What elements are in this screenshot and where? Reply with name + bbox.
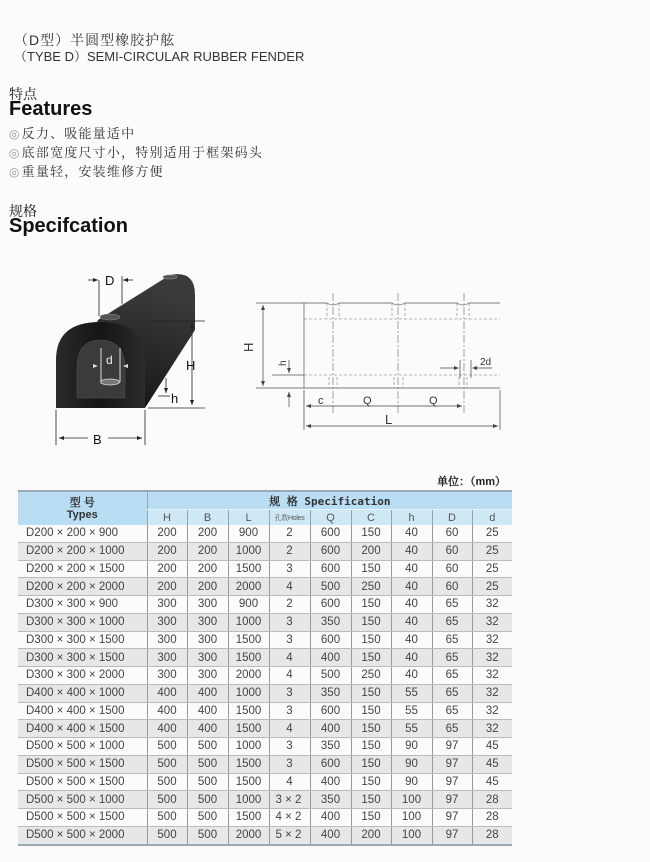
cell-d: 65: [432, 631, 472, 649]
cell-d: 60: [432, 578, 472, 596]
cell-holes: 4 × 2: [269, 809, 310, 827]
cell-type: D200 × 200 × 1000: [18, 542, 147, 560]
label-2d: 2d: [480, 357, 492, 368]
table-row: [18, 613, 512, 631]
cell-holes: 3: [269, 684, 310, 702]
cell-c: 200: [351, 542, 391, 560]
cell-type: D200 × 200 × 1500: [18, 560, 147, 578]
cell-b: 400: [187, 684, 228, 702]
fender-3d-diagram: [20, 260, 220, 460]
cell-b: 200: [187, 560, 228, 578]
cell-d: 45: [472, 755, 512, 773]
cell-q: 500: [310, 578, 351, 596]
cell-holes: 3: [269, 702, 310, 720]
cell-q: 400: [310, 826, 351, 844]
label-B: B: [93, 432, 102, 447]
label-H: H: [186, 358, 196, 373]
cell-d: 65: [432, 702, 472, 720]
cell-d: 65: [432, 667, 472, 685]
cell-b: 300: [187, 596, 228, 614]
cell-d: 32: [472, 720, 512, 738]
cell-d: 97: [432, 755, 472, 773]
cell-c: 150: [351, 631, 391, 649]
cell-b: 300: [187, 667, 228, 685]
feature-item: ◎重量轻，安装维修方便: [9, 164, 164, 179]
cell-d: 32: [472, 667, 512, 685]
cell-c: 150: [351, 791, 391, 809]
cell-c: 150: [351, 738, 391, 756]
col-header-C: C: [351, 510, 391, 526]
label-h-2d: h: [278, 360, 289, 366]
cell-d: 65: [432, 613, 472, 631]
cell-h: 300: [147, 613, 187, 631]
cell-holes: 4: [269, 578, 310, 596]
cell-h: 40: [391, 578, 432, 596]
cell-holes: 4: [269, 720, 310, 738]
features-heading-cn: 特点: [9, 86, 37, 102]
cell-b: 500: [187, 773, 228, 791]
table-row: [18, 525, 512, 542]
cell-h: 200: [147, 542, 187, 560]
table-row: [18, 826, 512, 844]
cell-d: 45: [472, 773, 512, 791]
cell-h: 400: [147, 684, 187, 702]
cell-type: D300 × 300 × 1500: [18, 631, 147, 649]
product-title-en: （TYBE D）SEMI-CIRCULAR RUBBER FENDER: [14, 49, 305, 64]
cell-d: 32: [472, 596, 512, 614]
cell-b: 500: [187, 826, 228, 844]
cell-h: 90: [391, 755, 432, 773]
cell-h: 300: [147, 649, 187, 667]
specification-header: 规 格 Specification: [147, 491, 512, 510]
cell-l: 2000: [228, 667, 269, 685]
types-header: 型 号 Types: [18, 491, 147, 525]
label-Q2: Q: [429, 395, 438, 407]
cell-holes: 4: [269, 667, 310, 685]
spec-table: [18, 490, 512, 846]
cell-h: 40: [391, 667, 432, 685]
cell-q: 350: [310, 684, 351, 702]
cell-q: 600: [310, 631, 351, 649]
label-h: h: [171, 391, 179, 406]
cell-type: D200 × 200 × 2000: [18, 578, 147, 596]
cell-d: 25: [472, 578, 512, 596]
spec-heading-en: Specifcation: [9, 215, 128, 237]
cell-d: 97: [432, 791, 472, 809]
feature-item: ◎反力、吸能量适中: [9, 126, 136, 141]
cell-d: 28: [472, 809, 512, 827]
cell-d: 97: [432, 773, 472, 791]
cell-h: 500: [147, 755, 187, 773]
cell-h: 40: [391, 542, 432, 560]
cell-d: 60: [432, 542, 472, 560]
cell-h: 200: [147, 560, 187, 578]
cell-b: 400: [187, 720, 228, 738]
cell-holes: 2: [269, 596, 310, 614]
cell-holes: 2: [269, 525, 310, 542]
cell-type: D400 × 400 × 1500: [18, 720, 147, 738]
cell-q: 600: [310, 702, 351, 720]
cell-b: 500: [187, 738, 228, 756]
table-row: [18, 791, 512, 809]
cell-type: D500 × 500 × 2000: [18, 826, 147, 844]
cell-type: D500 × 500 × 1000: [18, 791, 147, 809]
cell-l: 2000: [228, 826, 269, 844]
cell-c: 200: [351, 826, 391, 844]
cell-b: 300: [187, 649, 228, 667]
table-row: [18, 738, 512, 756]
cell-d: 32: [472, 649, 512, 667]
label-c: c: [318, 395, 324, 407]
cell-d: 28: [472, 826, 512, 844]
cell-h: 90: [391, 738, 432, 756]
cell-type: D400 × 400 × 1500: [18, 702, 147, 720]
cell-holes: 5 × 2: [269, 826, 310, 844]
cell-type: D300 × 300 × 1000: [18, 613, 147, 631]
cell-q: 600: [310, 542, 351, 560]
cell-q: 350: [310, 791, 351, 809]
cell-c: 150: [351, 720, 391, 738]
cell-d: 32: [472, 613, 512, 631]
cell-d: 60: [432, 560, 472, 578]
features-list: [9, 123, 263, 180]
cell-q: 500: [310, 667, 351, 685]
cell-l: 1000: [228, 613, 269, 631]
cell-l: 1000: [228, 738, 269, 756]
cell-q: 350: [310, 738, 351, 756]
cell-h: 500: [147, 809, 187, 827]
col-header-holes: 孔数Holes: [269, 510, 310, 526]
col-header-D: D: [432, 510, 472, 526]
cell-c: 150: [351, 702, 391, 720]
cell-holes: 4: [269, 773, 310, 791]
cell-q: 400: [310, 649, 351, 667]
cell-q: 400: [310, 773, 351, 791]
cell-h: 55: [391, 684, 432, 702]
cell-l: 1500: [228, 649, 269, 667]
cell-l: 1500: [228, 809, 269, 827]
cell-holes: 3 × 2: [269, 791, 310, 809]
col-header-h: h: [391, 510, 432, 526]
table-row: [18, 684, 512, 702]
cell-l: 900: [228, 525, 269, 542]
cell-h: 300: [147, 667, 187, 685]
cell-h: 40: [391, 525, 432, 542]
fender-2d-drawing: [240, 280, 510, 440]
cell-h: 55: [391, 720, 432, 738]
cell-d: 32: [472, 684, 512, 702]
cell-holes: 4: [269, 649, 310, 667]
cell-holes: 3: [269, 613, 310, 631]
cell-l: 1500: [228, 720, 269, 738]
cell-l: 1500: [228, 702, 269, 720]
cell-d: 25: [472, 525, 512, 542]
cell-type: D500 × 500 × 1000: [18, 738, 147, 756]
label-d: d: [106, 353, 113, 367]
cell-c: 150: [351, 684, 391, 702]
cell-l: 1000: [228, 791, 269, 809]
cell-holes: 2: [269, 542, 310, 560]
cell-d: 97: [432, 738, 472, 756]
cell-type: D300 × 300 × 900: [18, 596, 147, 614]
cell-c: 150: [351, 560, 391, 578]
spec-heading-cn: 规格: [9, 203, 37, 219]
label-Q1: Q: [363, 395, 372, 407]
cell-d: 65: [432, 720, 472, 738]
table-row: [18, 649, 512, 667]
cell-q: 600: [310, 596, 351, 614]
cell-q: 600: [310, 525, 351, 542]
table-row: [18, 667, 512, 685]
cell-h: 100: [391, 791, 432, 809]
table-row: [18, 755, 512, 773]
table-row: [18, 542, 512, 560]
cell-b: 200: [187, 542, 228, 560]
unit-label: 单位：（mm）: [437, 476, 507, 488]
cell-c: 150: [351, 596, 391, 614]
cell-h: 100: [391, 809, 432, 827]
cell-b: 500: [187, 791, 228, 809]
cell-c: 250: [351, 578, 391, 596]
cell-h: 40: [391, 631, 432, 649]
cell-l: 1500: [228, 560, 269, 578]
cell-d: 28: [472, 791, 512, 809]
cell-d: 97: [432, 809, 472, 827]
cell-b: 500: [187, 755, 228, 773]
cell-d: 65: [432, 649, 472, 667]
label-L: L: [385, 412, 393, 427]
col-header-B: B: [187, 510, 228, 526]
cell-holes: 3: [269, 738, 310, 756]
cell-d: 97: [432, 826, 472, 844]
cell-c: 150: [351, 809, 391, 827]
cell-l: 1000: [228, 684, 269, 702]
cell-type: D500 × 500 × 1500: [18, 755, 147, 773]
cell-l: 2000: [228, 578, 269, 596]
cell-h: 40: [391, 613, 432, 631]
cell-h: 200: [147, 525, 187, 542]
double-circle-icon: ◎: [9, 127, 21, 141]
cell-type: D400 × 400 × 1000: [18, 684, 147, 702]
double-circle-icon: ◎: [9, 165, 21, 179]
cell-type: D300 × 300 × 2000: [18, 667, 147, 685]
cell-holes: 3: [269, 560, 310, 578]
cell-d: 60: [432, 525, 472, 542]
cell-type: D200 × 200 × 900: [18, 525, 147, 542]
cell-h: 500: [147, 773, 187, 791]
table-row: [18, 720, 512, 738]
table-row: [18, 773, 512, 791]
col-header-d: d: [472, 510, 512, 526]
product-title-cn: （D型）半圆型橡胶护舷: [14, 32, 176, 48]
cell-h: 500: [147, 738, 187, 756]
cell-holes: 3: [269, 631, 310, 649]
cell-d: 25: [472, 560, 512, 578]
cell-d: 32: [472, 702, 512, 720]
cell-d: 25: [472, 542, 512, 560]
cell-c: 150: [351, 525, 391, 542]
cell-h: 500: [147, 791, 187, 809]
cell-b: 200: [187, 578, 228, 596]
cell-c: 150: [351, 773, 391, 791]
cell-l: 1000: [228, 542, 269, 560]
cell-c: 150: [351, 613, 391, 631]
cell-q: 600: [310, 755, 351, 773]
cell-h: 300: [147, 596, 187, 614]
double-circle-icon: ◎: [9, 146, 21, 160]
cell-b: 400: [187, 702, 228, 720]
cell-b: 500: [187, 809, 228, 827]
table-row: [18, 596, 512, 614]
cell-h: 300: [147, 631, 187, 649]
cell-d: 65: [432, 684, 472, 702]
cell-h: 400: [147, 702, 187, 720]
cell-h: 200: [147, 578, 187, 596]
cell-d: 32: [472, 631, 512, 649]
table-row: [18, 631, 512, 649]
cell-l: 1500: [228, 631, 269, 649]
label-D: D: [105, 273, 115, 288]
table-row: [18, 560, 512, 578]
cell-b: 300: [187, 631, 228, 649]
cell-q: 350: [310, 613, 351, 631]
cell-q: 400: [310, 809, 351, 827]
cell-c: 150: [351, 755, 391, 773]
feature-item: ◎底部宽度尺寸小，特别适用于框架码头: [9, 145, 264, 160]
cell-b: 200: [187, 525, 228, 542]
col-header-Q: Q: [310, 510, 351, 526]
cell-type: D300 × 300 × 1500: [18, 649, 147, 667]
cell-h: 400: [147, 720, 187, 738]
cell-h: 40: [391, 649, 432, 667]
cell-h: 500: [147, 826, 187, 844]
cell-h: 90: [391, 773, 432, 791]
cell-c: 250: [351, 667, 391, 685]
cell-h: 40: [391, 596, 432, 614]
cell-h: 100: [391, 826, 432, 844]
cell-d: 65: [432, 596, 472, 614]
col-header-L: L: [228, 510, 269, 526]
cell-h: 55: [391, 702, 432, 720]
cell-type: D500 × 500 × 1500: [18, 809, 147, 827]
cell-l: 1500: [228, 755, 269, 773]
cell-c: 150: [351, 649, 391, 667]
cell-b: 300: [187, 613, 228, 631]
features-heading-en: Features: [9, 98, 93, 120]
cell-type: D500 × 500 × 1500: [18, 773, 147, 791]
cell-l: 900: [228, 596, 269, 614]
col-header-H: H: [147, 510, 187, 526]
cell-q: 600: [310, 560, 351, 578]
cell-d: 45: [472, 738, 512, 756]
cell-holes: 3: [269, 755, 310, 773]
label-H-2d: H: [241, 342, 256, 352]
cell-q: 400: [310, 720, 351, 738]
cell-l: 1500: [228, 773, 269, 791]
table-row: [18, 578, 512, 596]
cell-h: 40: [391, 560, 432, 578]
table-row: [18, 702, 512, 720]
table-row: [18, 809, 512, 827]
